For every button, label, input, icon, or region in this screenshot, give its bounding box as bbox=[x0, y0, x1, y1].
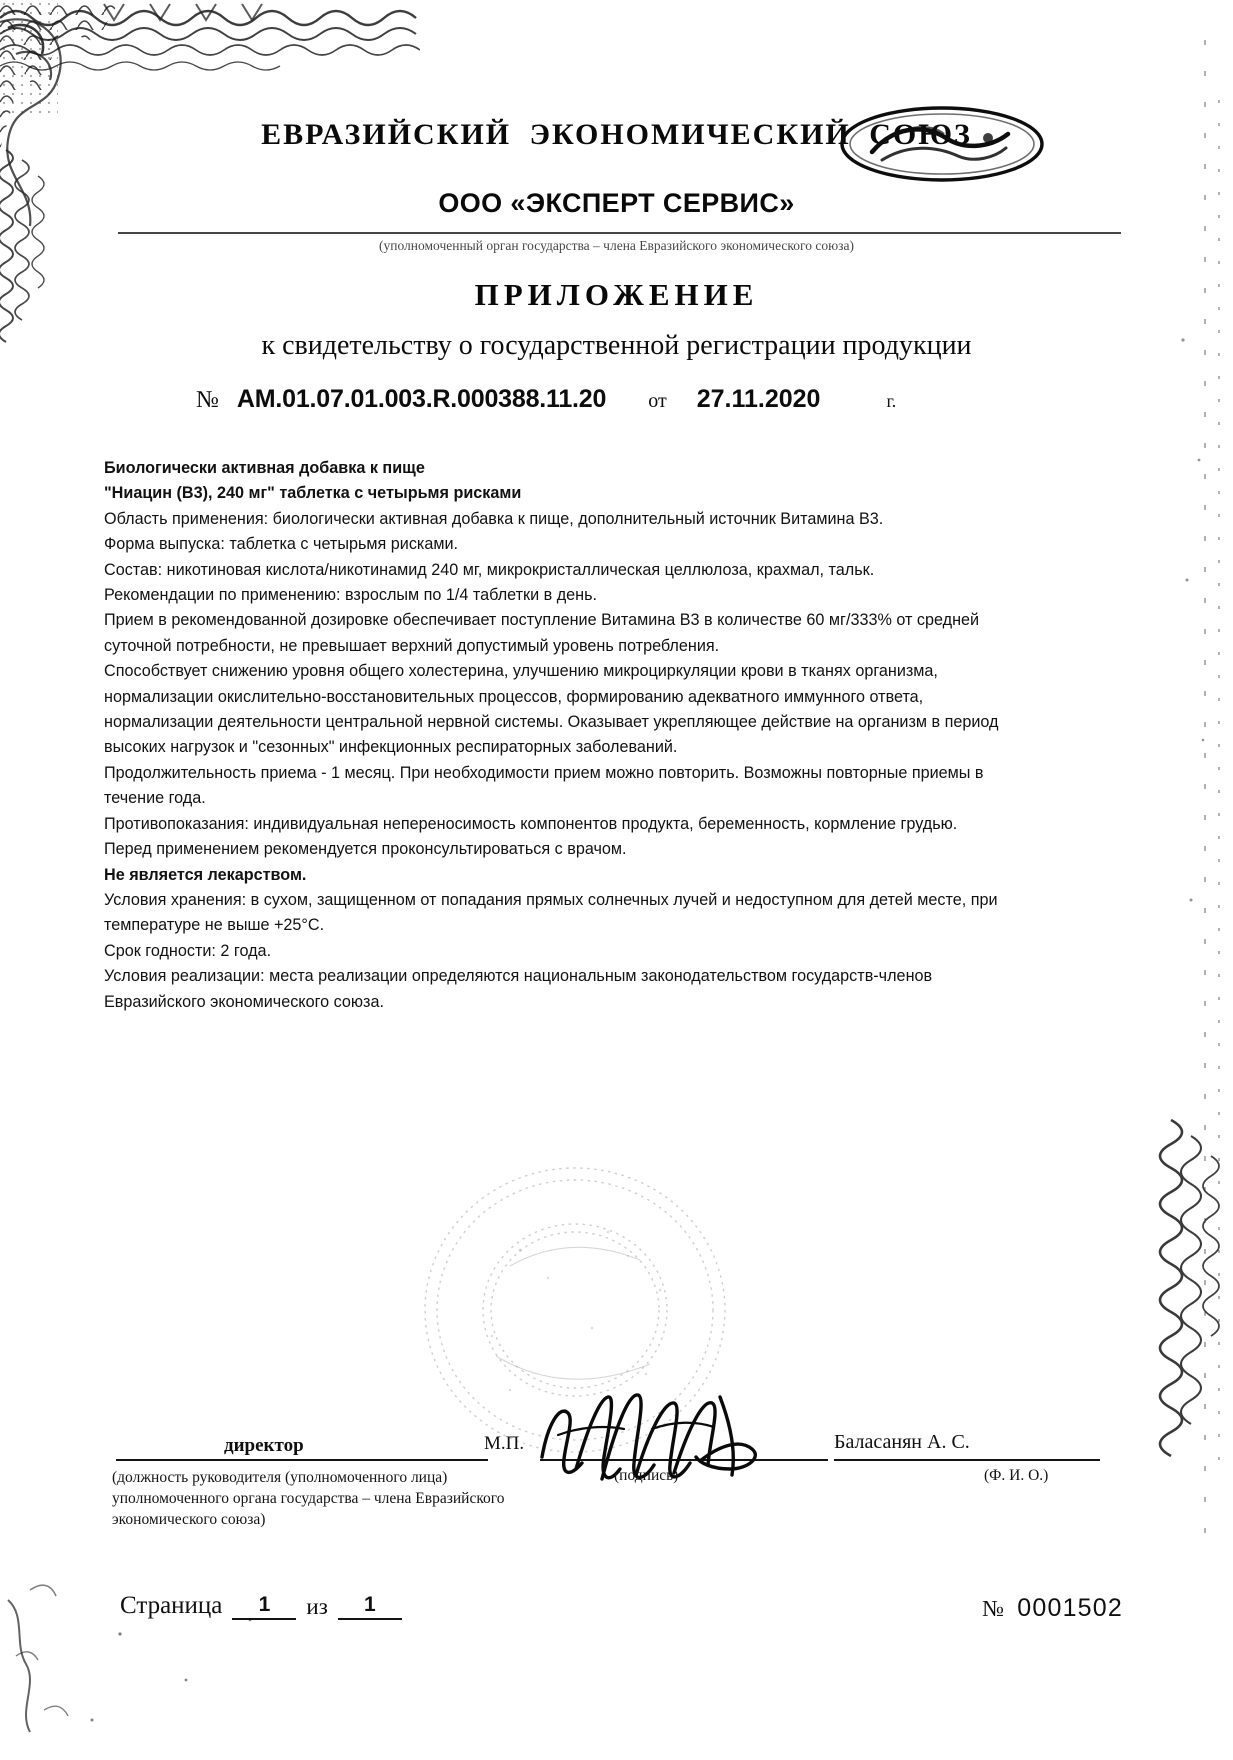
serial-number-sign: № bbox=[982, 1596, 1006, 1621]
header-authority-caption: (уполномоченный орган государства – члена Евразийского экономического союза) bbox=[379, 238, 854, 253]
field-label: Условия реализации bbox=[104, 967, 261, 986]
product-name: "Ниацин (B3), 240 мг" таблетка с четырьмя рисками bbox=[104, 484, 522, 503]
field-separator: : bbox=[244, 814, 254, 833]
header-divider-rule bbox=[118, 232, 1121, 234]
signature-block bbox=[104, 1395, 1104, 1595]
guilloche-ornament-right bbox=[1113, 40, 1233, 1540]
registration-number: AM.01.07.01.003.R.000388.11.20 bbox=[236, 385, 607, 413]
signatory-name: Баласанян А. С. bbox=[834, 1431, 970, 1453]
field-value: 1 месяц. При необходимости прием можно повторить. Возможны повторные приемы в течение года. bbox=[104, 763, 984, 808]
field-label: Противопоказания bbox=[104, 814, 245, 833]
field-value: никотиновая кислота/никотинамид 240 мг, микрокристаллическая целлюлоза, крахмал, тальк. bbox=[166, 560, 875, 579]
field-label: Срок годности bbox=[104, 941, 212, 960]
field-value: 2 года. bbox=[220, 941, 272, 960]
field-storage-conditions bbox=[104, 888, 1004, 939]
field-separator: : bbox=[220, 535, 230, 554]
fio-caption: (Ф. И. О.) bbox=[984, 1467, 1049, 1484]
field-separator: : bbox=[157, 560, 167, 579]
field-separator: : bbox=[211, 941, 221, 960]
field-value: места реализации определяются национальным законодательством государств-членов Евразийского экономического союза. bbox=[104, 967, 933, 1011]
field-separator: : bbox=[241, 890, 251, 909]
signature-caption: (подпись) bbox=[614, 1467, 679, 1484]
paragraph-dosage-intake: Прием в рекомендованной дозировке обеспечивает поступление Витамина B3 в количестве 60 мг/333% от средней суточной потребности, не превышает верхний допустимый уровень потребления. bbox=[104, 611, 980, 655]
serial-number: 0001502 bbox=[1017, 1594, 1123, 1622]
field-label: Рекомендации по применению bbox=[104, 586, 336, 605]
signatory-position: директор bbox=[224, 1435, 304, 1456]
registration-from-label: от bbox=[648, 390, 667, 412]
field-value: взрослым по 1/4 таблетки в день. bbox=[345, 586, 598, 605]
eaeu-oval-emblem bbox=[838, 104, 1046, 184]
guilloche-ornament-top-strip bbox=[0, 0, 420, 110]
field-separator: - bbox=[316, 763, 331, 782]
field-separator: : bbox=[260, 967, 270, 986]
field-label: Условия хранения bbox=[104, 890, 242, 909]
field-value: индивидуальная непереносимость компонентов продукта, беременность, кормление грудью. Перед применением рекомендуется проконсультироваться с врачом. bbox=[104, 814, 958, 859]
page-total-number: 1 bbox=[338, 1593, 402, 1620]
field-sales-conditions bbox=[104, 964, 1004, 1015]
page-label: Страница bbox=[120, 1592, 223, 1619]
page-of-label: из bbox=[306, 1594, 328, 1619]
field-value: таблетка с четырьмя рисками. bbox=[229, 535, 459, 554]
field-label: Область применения bbox=[104, 509, 264, 528]
field-contraindications bbox=[104, 812, 1004, 863]
registration-number-sign: № bbox=[196, 387, 219, 413]
field-separator: : bbox=[263, 509, 273, 528]
position-caption: (должность руководителя (уполномоченного лица) уполномоченного органа государства – члена Евразийского экономического союза) bbox=[112, 1469, 505, 1528]
document-footer bbox=[120, 1592, 1123, 1640]
field-area-of-application bbox=[104, 507, 1004, 532]
field-value: в сухом, защищенном от попадания прямых солнечных лучей и недоступном для детей месте, при температуре не выше +25°C. bbox=[104, 890, 998, 935]
page-subtitle: к свидетельству о государственной регистрации продукции bbox=[261, 330, 972, 361]
eaeu-union-title: ЕВРАЗИЙСКИЙ ЭКОНОМИЧЕСКИЙ СОЮЗ bbox=[261, 118, 972, 151]
registration-line bbox=[196, 385, 896, 414]
registration-year-suffix: г. bbox=[886, 391, 897, 411]
field-separator: : bbox=[336, 586, 345, 605]
paragraph-health-effects: Способствует снижению уровня общего холестерина, улучшению микроциркуляции крови в тканях организма, нормализации окислительно-восстановительных процессов, формированию адекватного иммунного ответа, нормализации деятельности центральной нервной системы. Оказывает укрепляющее действие на организм в период высоких нагрузок и "сезонных" инфекционных респираторных заболеваний. bbox=[104, 662, 999, 757]
stamp-place-label: М.П. bbox=[484, 1433, 525, 1454]
field-label: Форма выпуска bbox=[104, 535, 221, 554]
field-dosage-form bbox=[104, 532, 1004, 557]
field-composition bbox=[104, 558, 1004, 583]
signature-rule-position bbox=[116, 1459, 488, 1461]
page-current-number: 1 bbox=[232, 1593, 296, 1620]
field-label: Состав bbox=[104, 560, 158, 579]
page-title: ПРИЛОЖЕНИЕ bbox=[474, 277, 759, 312]
document-body bbox=[104, 456, 1004, 1015]
field-usage-recommendations bbox=[104, 583, 1004, 608]
form-serial bbox=[982, 1594, 1123, 1623]
page-counter bbox=[120, 1592, 402, 1620]
registration-date: 27.11.2020 bbox=[696, 385, 821, 413]
field-value: биологически активная добавка к пище, дополнительный источник Витамина B3. bbox=[272, 509, 884, 528]
signature-rule-fio bbox=[834, 1459, 1100, 1461]
field-label: Продолжительность приема bbox=[104, 763, 317, 782]
field-duration-of-intake bbox=[104, 761, 1004, 812]
company-name: ООО «ЭКСПЕРТ СЕРВИС» bbox=[438, 188, 795, 218]
handwritten-signature bbox=[524, 1383, 864, 1493]
product-kind: Биологически активная добавка к пище bbox=[104, 459, 425, 477]
not-a-medicine-notice: Не является лекарством. bbox=[104, 865, 307, 884]
field-shelf-life bbox=[104, 939, 1004, 964]
